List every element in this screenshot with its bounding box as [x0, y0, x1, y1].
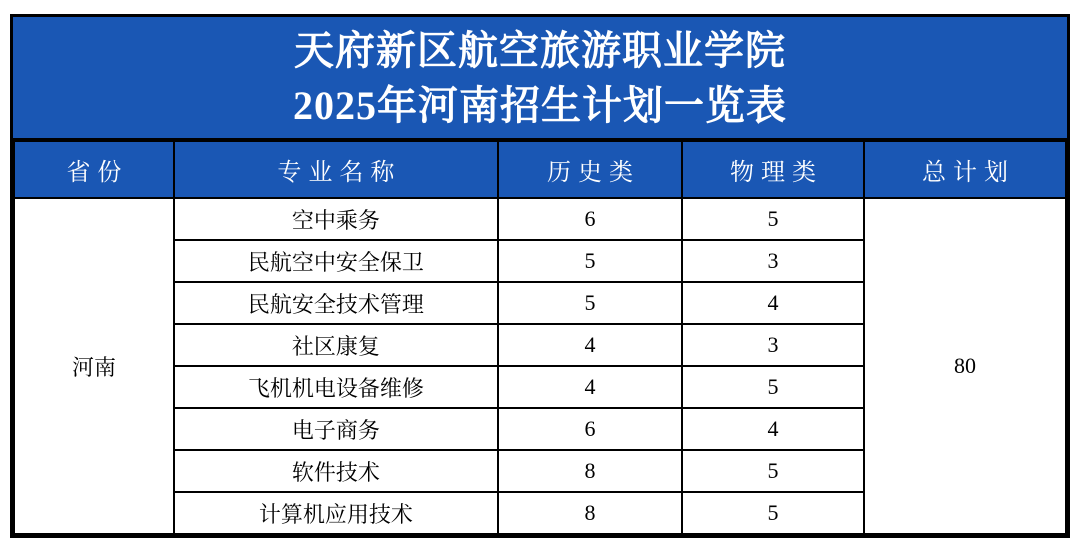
- history-count-cell: 8: [498, 450, 682, 492]
- physics-count-cell: 4: [682, 282, 864, 324]
- physics-count-cell: 5: [682, 198, 864, 240]
- total-plan-cell: 80: [864, 198, 1066, 534]
- physics-count-cell: 5: [682, 492, 864, 534]
- enrollment-table-card: [10, 14, 1070, 538]
- province-cell: 河南: [14, 198, 174, 534]
- header-row: [14, 141, 1066, 198]
- col-header-major: 专业名称: [174, 141, 498, 198]
- col-header-province: 省份: [14, 141, 174, 198]
- history-count-cell: 8: [498, 492, 682, 534]
- history-count-cell: 6: [498, 408, 682, 450]
- history-count-cell: 4: [498, 324, 682, 366]
- table-row: [14, 198, 1066, 240]
- major-cell: 空中乘务: [174, 198, 498, 240]
- col-header-physics: 物理类: [682, 141, 864, 198]
- history-count-cell: 6: [498, 198, 682, 240]
- major-cell: 民航空中安全保卫: [174, 240, 498, 282]
- col-header-history: 历史类: [498, 141, 682, 198]
- major-cell: 软件技术: [174, 450, 498, 492]
- physics-count-cell: 5: [682, 366, 864, 408]
- physics-count-cell: 5: [682, 450, 864, 492]
- history-count-cell: 5: [498, 240, 682, 282]
- major-cell: 计算机应用技术: [174, 492, 498, 534]
- major-cell: 电子商务: [174, 408, 498, 450]
- title-line-1: 天府新区航空旅游职业学院: [294, 27, 786, 73]
- physics-count-cell: 4: [682, 408, 864, 450]
- col-header-total: 总计划: [864, 141, 1066, 198]
- history-count-cell: 5: [498, 282, 682, 324]
- major-cell: 飞机机电设备维修: [174, 366, 498, 408]
- table-title: [13, 17, 1067, 140]
- enrollment-table: [13, 140, 1067, 535]
- physics-count-cell: 3: [682, 240, 864, 282]
- physics-count-cell: 3: [682, 324, 864, 366]
- major-cell: 民航安全技术管理: [174, 282, 498, 324]
- history-count-cell: 4: [498, 366, 682, 408]
- major-cell: 社区康复: [174, 324, 498, 366]
- title-line-2: 2025年河南招生计划一览表: [293, 82, 787, 128]
